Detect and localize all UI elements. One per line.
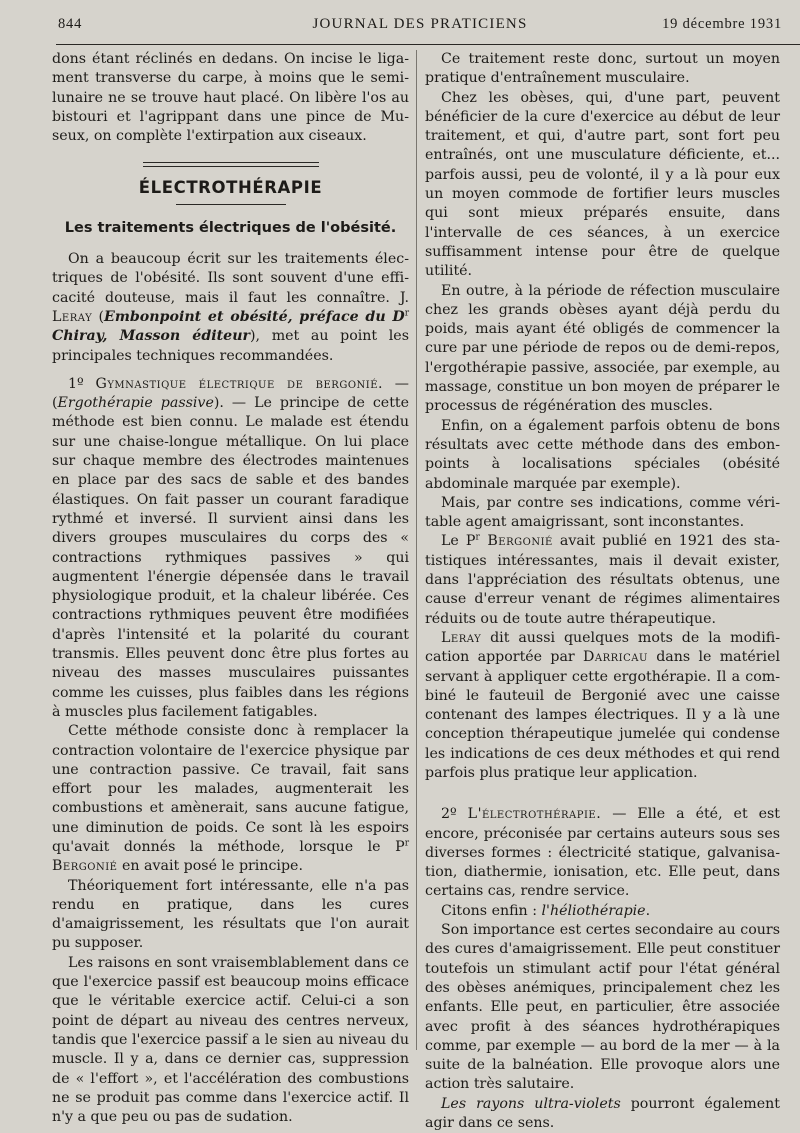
author-name: Leray (52, 308, 93, 325)
paragraph: On a beaucoup écrit sur les traitements électriques de l'obésité. Ils sont souvent d'une efficacité douteuse, mais il faut les connaître. J. Leray (Embonpoint et obésité, préface du $D^r$ Chiray, Masson éditeur), met au point les principales techniques recommandées. (52, 251, 410, 364)
paragraph: Leray dit aussi quelques mots de la modification apportée par Darricau dans le matériel servant à appliquer cette ergothérapie. Il a combiné le fauteuil de Bergonié avec une caisse contenant des lampes électriques. Il y a là une conception thérapeutique jumelée qui condense les indications de ces deux méthodes et qui rend parfois plus pratique leur application. (425, 629, 780, 781)
paragraph: Les raisons en sont vraisemblablement dans ce que l'exercice passif est beaucoup moins efficace que le véritable exercice actif. Celui-ci a son point de départ au niveau des centres nerveux, tandis que l'exercice passif a le sien au niveau du muscle. Il y a, dans ce dernier cas, suppression de « l'effort », et l'accélération des combustions ne se produit pas comme dans l'exercice actif. Il n'y a que peu ou pas de sudation. (52, 954, 409, 1126)
author-name: Leray (441, 629, 482, 646)
journal-title: JOURNAL DES PRATICIENS (312, 16, 528, 32)
paragraph: En outre, à la période de réfection musculaire chez les grands obèses ayant déjà perdu du poids, mais ayant été obligés de commencer la cure par une période de repos ou de demi-repos, l'ergothérapie passive, associée, par exemple, au massage, constitue un bon moyen de préparer le processus de régénération des muscles. (425, 282, 780, 415)
author-name: Bergonié (479, 533, 553, 550)
section-rules (143, 162, 319, 170)
book-title: Embonpoint et obésité, préface du D (104, 308, 405, 325)
subheading: L'électrothérapie. (467, 806, 602, 823)
paragraph: Les rayons ultra-violets pourront également agir dans ce sens. (425, 1095, 780, 1132)
page-number: 844 (58, 16, 83, 32)
issue-date: 19 décembre 1931 (662, 16, 782, 32)
paragraph: Chez les obèses, qui, d'une part, peuvent bénéficier de la cure d'exercice au début de leur traitement, et qui, d'autre part, sont fort peu entraînés, ont une musculature déficiente, et... parfois aussi, peu de volonté, il y a là pour eux un moyen commode de fortifier leurs muscles qui sont mieux préparés ensuite, dans l'intervalle de ces séances, à un exercice suffisamment intense pour être de quelque utilité. (425, 89, 780, 280)
subsection-title: Les traitements électriques de l'obésité. (64, 219, 397, 236)
paragraph: Son importance est certes secondaire au cours des cures d'amaigrissement. Elle peut constituer toutefois un stimulant actif pour l'état général des obèses anémiques, principalement chez les enfants. Elle peut, en particulier, être associée avec profit à des séances hydrothérapiques comme, par exemple — au bord de la mer — à la suite de la balnéation. Elle provoque alors une action très salutaire. (425, 922, 780, 1093)
paragraph: Cette méthode consiste donc à remplacer la contraction volontaire de l'exercice physique par une contraction passive. Ce travail, fait sans effort pour les malades, augmenterait les combustions et amènerait, sans aucune fatigue, une diminution de poids. Ce sont là les espoirs qu'avait donnés la méthode, lorsque le $P^r$ Bergonié en avait posé le principe. (52, 723, 409, 875)
paragraph: Mais, par contre ses indications, comme véritable agent amaigrissant, sont inconstantes. (425, 494, 780, 531)
paragraph: Citons enfin : l'héliothérapie. (441, 902, 651, 919)
author-name: Darricau (583, 649, 648, 666)
section-rule (176, 204, 286, 205)
paragraph: 1º Gymnastique électrique de bergonié. — (Ergothérapie passive). — Le principe de cette méthode est bien connu. Le malade est étendu sur une chaise-longue métallique. On lui place sur chaque membre des électrodes maintenues en place par des sacs de sable et des bandes élastiques. On fait passer un courant faradique rythmé et inversé. Il survient ainsi dans les divers groupes musculaires du corps des « contractions rythmiques passives » qui augmentent l'énergie dépensée dans le travail physiologique produit, et la chaleur libérée. Ces contractions rythmiques peuvent être modifiées d'après l'intensité et la polarité du courant transmis. Elles peuvent donc être plus fortes au niveau des masses musculaires puissantes comme les cuisses, plus faibles dans les régions à muscles plus facilement fatigables. (52, 375, 409, 720)
column-divider (416, 50, 417, 1050)
paragraph: dons étant réclinés en dedans. On incise le ligament transverse du carpe, à moins que le semilunaire ne se trouve haut placé. On libère l'os au bistouri et l'agrippant dans une pince de Museux, on complète l'extirpation aux ciseaux. (52, 51, 409, 145)
right-column (425, 50, 780, 1133)
paragraph: 2º L'électrothérapie. — Elle a été, et est encore, préconisée par certains auteurs sous ses diverses formes : électricité statique, galvanisation, diathermie, ionisation, etc. Elle peut, dans certains cas, rendre service. (425, 806, 780, 900)
running-head (58, 16, 782, 40)
subheading: Gymnastique électrique de bergonié. (95, 375, 384, 392)
author-name: Bergonié (52, 858, 118, 875)
left-column (52, 50, 409, 1127)
paragraph: Ce traitement reste donc, surtout un moyen pratique d'entraînement musculaire. (425, 51, 780, 87)
paragraph: Enfin, on a également parfois obtenu de bons résultats avec cette méthode dans des embonpoints à localisations spéciales (obésité abdominale marquée par exemple). (425, 417, 780, 492)
paragraph: Théoriquement fort intéressante, elle n'a pas rendu en pratique, dans les cures d'amaigrissement, les résultats que l'on aurait pu supposer. (52, 877, 409, 952)
section-title: ÉLECTROTHÉRAPIE (138, 178, 323, 198)
paragraph: Le $P^r$ Bergonié avait publié en 1921 des statistiques intéressantes, mais il devait exister, dans l'appréciation des résultats obtenus, une cause d'erreur venant de régimes alimentaires réduits ou de toute autre thérapeutique. (425, 532, 781, 627)
header-rule (56, 44, 800, 45)
